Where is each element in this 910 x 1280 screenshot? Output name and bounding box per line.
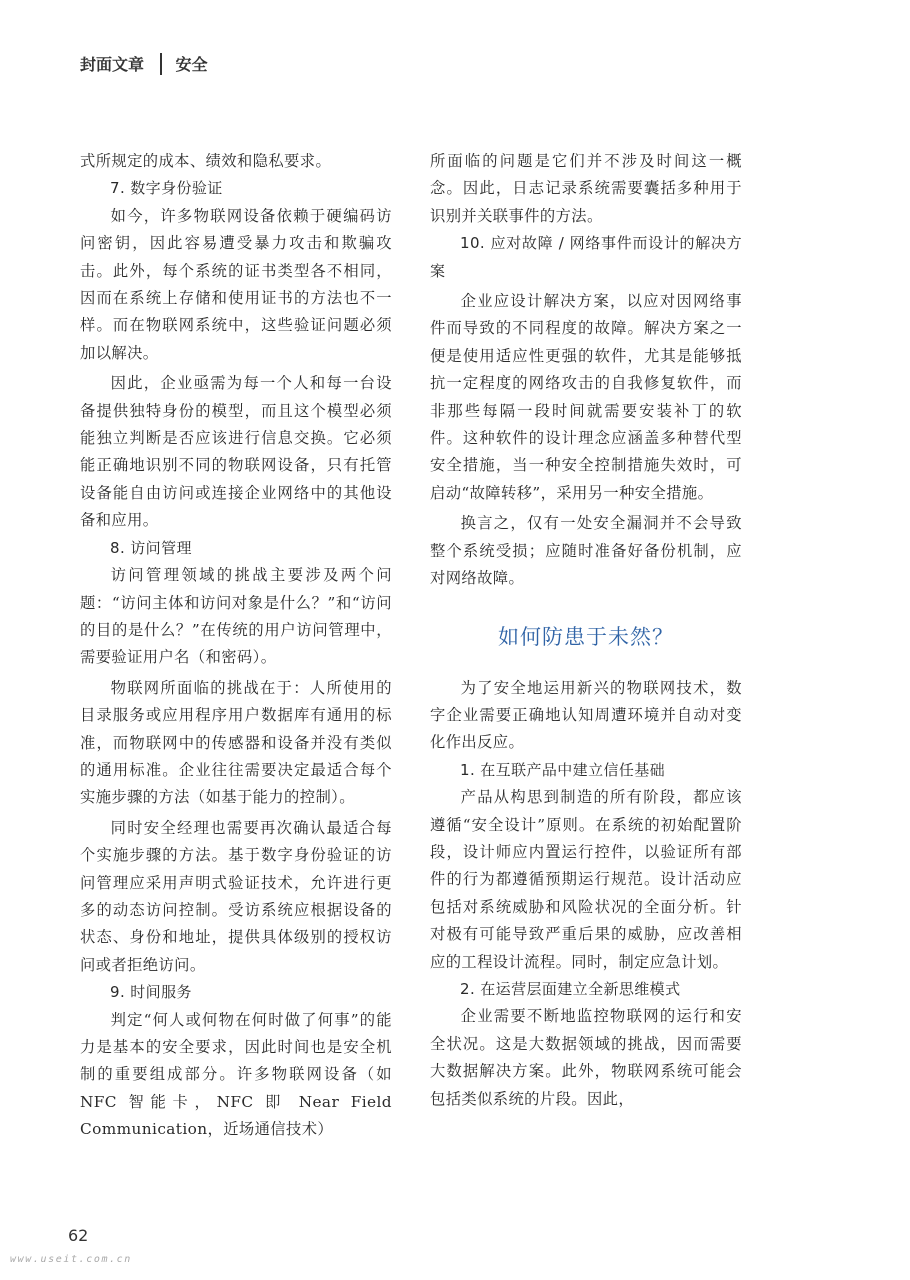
paragraph: 产品从构思到制造的所有阶段，都应该遵循“安全设计”原则。在系统的初始配置阶段，设计师应内置运行控件，以验证所有部件的行为都遵循预期运行规范。设计活动应包括对系统威胁和风险状况的全面分析。针对极有可能导致严重后果的威胁，应改善相应的工程设计流程。同时，制定应急计划。 [430, 788, 742, 971]
header-section: 封面文章 [80, 55, 145, 74]
paragraph: 企业需要不断地监控物联网的运行和安全状况。这是大数据领域的挑战，因而需要大数据解决方案。此外，物联网系统可能会包括类似系统的片段。因此， [430, 1007, 742, 1108]
paragraph: 物联网所面临的挑战在于：人所使用的目录服务或应用程序用户数据库有通用的标准，而物联网中的传感器和设备并没有类似的通用标准。企业往往需要决定最适合每个实施步骤的方法（如基于能力的控制）。 [80, 678, 392, 807]
subheading-failure-design: 10. 应对故障 / 网络事件而设计的解决方案 [430, 234, 742, 280]
subheading-trust-foundation: 1. 在互联产品中建立信任基础 [460, 760, 666, 779]
paragraph: 访问管理领域的挑战主要涉及两个问题：“访问主体和访问对象是什么？”和“访问的目的是什么？”在传统的用户访问管理中，需要验证用户名（和密码）。 [80, 566, 392, 667]
paragraph: 换言之，仅有一处安全漏洞并不会导致整个系统受损；应随时准备好备份机制，应对网络故障。 [430, 514, 742, 588]
section-title: 如何防患于未然？ [498, 624, 674, 649]
left-column [80, 148, 392, 1144]
paragraph: 判定“何人或何物在何时做了何事”的能力是基本的安全要求，因此时间也是安全机制的重要组成部分。许多物联网设备（如 NFC 智能卡，NFC 即 Near Field Communication，近场通信技术） [80, 1010, 392, 1139]
header-divider [160, 53, 162, 75]
paragraph: 因此，企业亟需为每一个人和每一台设备提供独特身份的模型，而且这个模型必须能独立判断是否应该进行信息交换。它必须能正确地识别不同的物联网设备，只有托管设备能自由访问或连接企业网络中的其他设备和应用。 [80, 374, 392, 530]
paragraph: 所面临的问题是它们并不涉及时间这一概念。因此，日志记录系统需要囊括多种用于识别并关联事件的方法。 [430, 152, 742, 225]
watermark: www.useit.com.cn [10, 1254, 132, 1265]
paragraph: 企业应设计解决方案，以应对因网络事件而导致的不同程度的故障。解决方案之一便是使用适应性更强的软件，尤其是能够抵抗一定程度的网络攻击的自我修复软件，而非那些每隔一段时间就需要安装补丁的软件。这种软件的设计理念应涵盖多种替代型安全措施，当一种安全控制措施失效时，可启动“故障转移”，采用另一种安全措施。 [430, 292, 742, 502]
subheading-operational-mindset: 2. 在运营层面建立全新思维模式 [460, 979, 681, 998]
paragraph: 式所规定的成本、绩效和隐私要求。 [80, 152, 332, 170]
page-number: 62 [68, 1226, 89, 1245]
paragraph: 如今，许多物联网设备依赖于硬编码访问密钥，因此容易遭受暴力攻击和欺骗攻击。此外，每个系统的证书类型各不相同，因而在系统上存储和使用证书的方法也不一样。而在物联网系统中，这些验证问题必须加以解决。 [80, 206, 392, 362]
subheading-access-management: 8. 访问管理 [110, 538, 192, 557]
right-column [430, 148, 742, 1113]
paragraph: 同时安全经理也需要再次确认最适合每个实施步骤的方法。基于数字身份验证的访问管理应采用声明式验证技术，允许进行更多的动态访问控制。受访系统应根据设备的状态、身份和地址，提供具体级别的授权访问或者拒绝访问。 [80, 818, 392, 974]
subheading-digital-identity: 7. 数字身份验证 [110, 179, 223, 198]
running-header [80, 52, 208, 75]
paragraph: 为了安全地运用新兴的物联网技术，数字企业需要正确地认知周遭环境并自动对变化作出反应。 [430, 678, 742, 752]
subheading-time-service: 9. 时间服务 [110, 983, 192, 1002]
header-topic: 安全 [175, 55, 208, 74]
